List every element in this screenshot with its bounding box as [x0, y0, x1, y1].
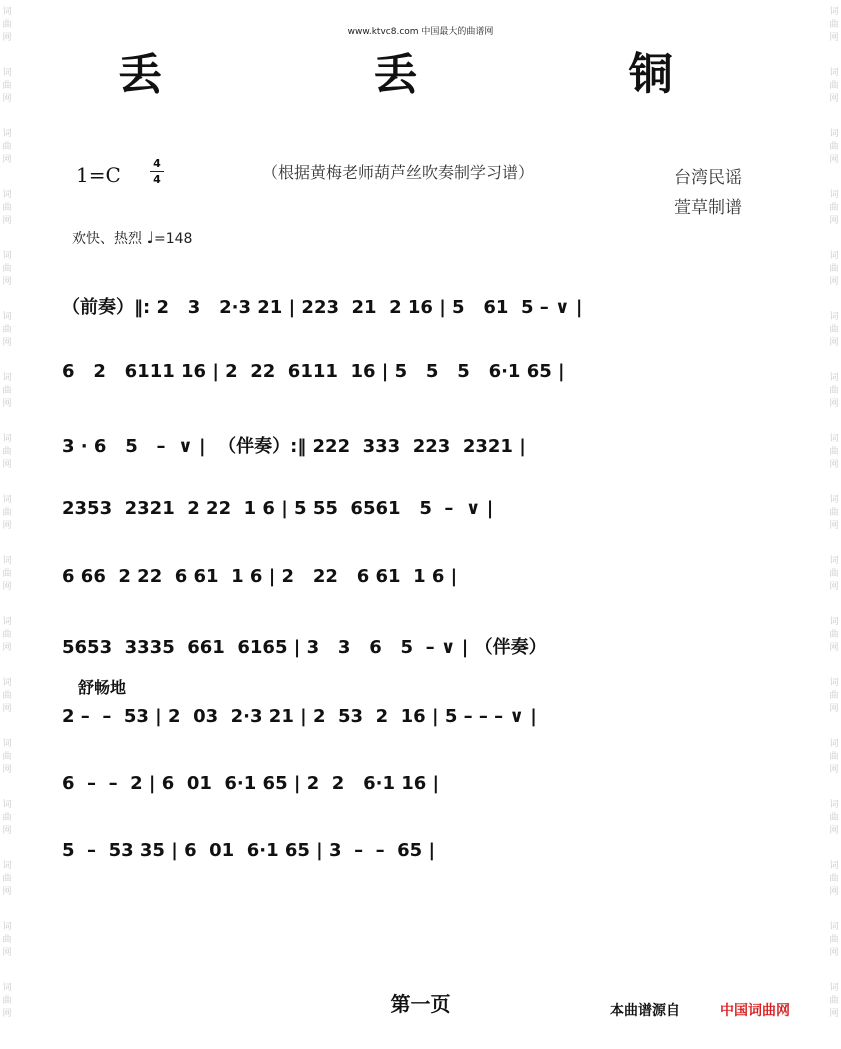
score-row-3: 3 · 6 5 – ∨ | （伴奏）:‖ 222 333 223 2321 |	[62, 436, 526, 457]
watermark-char: 曲	[2, 508, 12, 518]
page-number: 第一页	[390, 992, 451, 1016]
watermark-char: 曲	[2, 630, 12, 640]
watermark-char: 网	[829, 765, 839, 775]
watermark-char: 词	[2, 190, 12, 200]
watermark-char: 网	[829, 643, 839, 653]
watermark-char: 词	[829, 68, 839, 78]
watermark-block	[827, 189, 841, 228]
watermark-char: 曲	[2, 264, 12, 274]
watermark-char: 网	[829, 521, 839, 531]
source-note: （根据黄梅老师葫芦丝吹奏制学习谱）	[262, 163, 535, 182]
watermark-char: 曲	[829, 264, 839, 274]
watermark-char: 网	[829, 460, 839, 470]
key-signature: 1=C	[76, 163, 121, 187]
watermark-block	[0, 189, 14, 228]
score-row-1: （前奏）‖: 2 3 2·3 21 | 223 21 2 16 | 5 61 5 – ∨ |	[62, 297, 583, 318]
origin-label: 台湾民谣	[674, 168, 742, 188]
watermark-char: 曲	[829, 752, 839, 762]
watermark-block	[827, 677, 841, 716]
watermark-char: 词	[2, 739, 12, 749]
watermark-char: 词	[829, 434, 839, 444]
watermark-char: 词	[829, 129, 839, 139]
watermark-block	[0, 860, 14, 899]
watermark-char: 曲	[2, 752, 12, 762]
watermark-char: 词	[2, 861, 12, 871]
watermark-char: 网	[829, 33, 839, 43]
quarter-note-icon: ♩	[146, 228, 154, 247]
site-line: www.ktvc8.com 中国最大的曲谱网	[347, 27, 494, 37]
watermark-char: 词	[829, 312, 839, 322]
watermark-char: 词	[829, 739, 839, 749]
watermark-char: 网	[2, 277, 12, 287]
watermark-char: 曲	[2, 20, 12, 30]
watermark-char: 词	[2, 7, 12, 17]
watermark-block	[827, 738, 841, 777]
watermark-char: 曲	[2, 935, 12, 945]
time-signature-line	[150, 171, 164, 172]
watermark-block	[827, 616, 841, 655]
watermark-char: 网	[2, 155, 12, 165]
watermark-char: 曲	[2, 447, 12, 457]
watermark-char: 词	[2, 983, 12, 993]
watermark-block	[0, 555, 14, 594]
watermark-char: 网	[2, 460, 12, 470]
watermark-char: 网	[829, 94, 839, 104]
watermark-block	[0, 128, 14, 167]
watermark-block	[827, 433, 841, 472]
watermark-char: 曲	[829, 447, 839, 457]
watermark-char: 网	[829, 277, 839, 287]
watermark-char: 曲	[829, 386, 839, 396]
watermark-char: 网	[2, 338, 12, 348]
watermark-char: 词	[2, 495, 12, 505]
watermark-char: 词	[2, 678, 12, 688]
watermark-char: 网	[829, 887, 839, 897]
watermark-char: 曲	[2, 996, 12, 1006]
watermark-block	[0, 738, 14, 777]
watermark-char: 曲	[2, 81, 12, 91]
watermark-char: 曲	[829, 20, 839, 30]
score-row-4: 2353 2321 2 22 1 6 | 5 55 6561 5 – ∨ |	[62, 498, 494, 519]
watermark-char: 曲	[829, 203, 839, 213]
watermark-char: 曲	[829, 81, 839, 91]
watermark-char: 曲	[2, 874, 12, 884]
watermark-char: 曲	[829, 142, 839, 152]
watermark-char: 词	[2, 922, 12, 932]
watermark-char: 曲	[2, 813, 12, 823]
watermark-char: 词	[2, 251, 12, 261]
watermark-char: 词	[829, 556, 839, 566]
watermark-char: 网	[2, 765, 12, 775]
watermark-char: 曲	[2, 203, 12, 213]
watermark-char: 曲	[2, 569, 12, 579]
watermark-char: 曲	[829, 691, 839, 701]
watermark-block	[0, 677, 14, 716]
watermark-char: 词	[2, 373, 12, 383]
watermark-char: 词	[2, 312, 12, 322]
watermark-char: 网	[2, 94, 12, 104]
watermark-char: 网	[829, 1009, 839, 1019]
watermark-char: 网	[2, 704, 12, 714]
watermark-block	[827, 860, 841, 899]
watermark-char: 曲	[2, 691, 12, 701]
watermark-char: 网	[829, 399, 839, 409]
score-row-5: 6 66 2 22 6 61 1 6 | 2 22 6 61 1 6 |	[62, 566, 458, 587]
time-signature-top: 4	[153, 157, 161, 170]
watermark-char: 网	[2, 582, 12, 592]
watermark-block	[0, 311, 14, 350]
score-row-8: 6 – – 2 | 6 01 6·1 65 | 2 2 6·1 16 |	[62, 773, 440, 794]
watermark-char: 曲	[829, 569, 839, 579]
watermark-char: 网	[829, 704, 839, 714]
time-signature	[150, 157, 164, 186]
watermark-char: 曲	[829, 874, 839, 884]
watermark-block	[0, 921, 14, 960]
watermark-block	[0, 494, 14, 533]
watermark-block	[0, 372, 14, 411]
watermark-char: 词	[829, 922, 839, 932]
watermark-char: 词	[829, 800, 839, 810]
watermark-block	[0, 799, 14, 838]
watermark-char: 网	[829, 338, 839, 348]
watermark-char: 词	[829, 7, 839, 17]
watermark-block	[827, 250, 841, 289]
watermark-block	[827, 311, 841, 350]
watermark-char: 网	[829, 582, 839, 592]
watermark-char: 词	[829, 190, 839, 200]
score-row-2: 6 2 6111 16 | 2 22 6111 16 | 5 5 5 6·1 65 |	[62, 361, 565, 382]
performance-mark: 舒畅地	[78, 678, 127, 697]
arranger-label: 萱草制谱	[674, 198, 742, 218]
watermark-char: 网	[2, 399, 12, 409]
watermark-char: 词	[2, 556, 12, 566]
watermark-block	[827, 555, 841, 594]
watermark-char: 曲	[2, 386, 12, 396]
tempo-value: =148	[154, 231, 193, 247]
time-signature-bottom: 4	[153, 173, 161, 186]
score-row-9: 5 – 53 35 | 6 01 6·1 65 | 3 – – 65 |	[62, 840, 436, 861]
score-row-6: 5653 3335 661 6165 | 3 3 6 5 – ∨ | （伴奏）	[62, 637, 547, 658]
footer-source-text: 本曲谱源自	[610, 1003, 680, 1019]
watermark-char: 网	[2, 948, 12, 958]
footer-site-name: 中国词曲网	[720, 1003, 790, 1019]
watermark-char: 网	[2, 643, 12, 653]
watermark-char: 词	[829, 678, 839, 688]
watermark-char: 网	[829, 948, 839, 958]
watermark-char: 曲	[829, 325, 839, 335]
watermark-block	[827, 128, 841, 167]
watermark-block	[0, 433, 14, 472]
watermark-char: 网	[2, 216, 12, 226]
watermark-char: 曲	[829, 813, 839, 823]
song-title: 丢 丢 铜	[118, 49, 771, 100]
watermark-char: 词	[829, 495, 839, 505]
watermark-char: 网	[829, 216, 839, 226]
watermark-char: 词	[2, 800, 12, 810]
watermark-char: 曲	[2, 325, 12, 335]
watermark-char: 网	[2, 887, 12, 897]
watermark-char: 网	[829, 155, 839, 165]
watermark-block	[0, 250, 14, 289]
watermark-char: 网	[2, 521, 12, 531]
watermark-char: 词	[2, 617, 12, 627]
watermark-char: 词	[829, 983, 839, 993]
score-row-7: 2 – – 53 | 2 03 2·3 21 | 2 53 2 16 | 5 – – – ∨ |	[62, 706, 537, 727]
watermark-block	[827, 494, 841, 533]
watermark-char: 词	[829, 373, 839, 383]
watermark-char: 曲	[829, 996, 839, 1006]
watermark-char: 网	[2, 1009, 12, 1019]
watermark-char: 网	[2, 33, 12, 43]
watermark-char: 词	[2, 434, 12, 444]
watermark-char: 词	[829, 617, 839, 627]
watermark-block	[827, 921, 841, 960]
right-watermark-strip	[827, 0, 841, 1049]
watermark-char: 词	[829, 251, 839, 261]
watermark-char: 曲	[829, 935, 839, 945]
left-watermark-strip	[0, 0, 14, 1049]
watermark-char: 曲	[2, 142, 12, 152]
watermark-char: 词	[2, 68, 12, 78]
tempo-text: 欢快、热烈	[72, 231, 142, 247]
watermark-char: 曲	[829, 508, 839, 518]
watermark-block	[827, 372, 841, 411]
watermark-block	[827, 799, 841, 838]
watermark-block	[0, 616, 14, 655]
watermark-char: 词	[829, 861, 839, 871]
tempo-marking	[72, 228, 192, 248]
watermark-char: 网	[2, 826, 12, 836]
watermark-char: 词	[2, 129, 12, 139]
watermark-char: 网	[829, 826, 839, 836]
watermark-char: 曲	[829, 630, 839, 640]
